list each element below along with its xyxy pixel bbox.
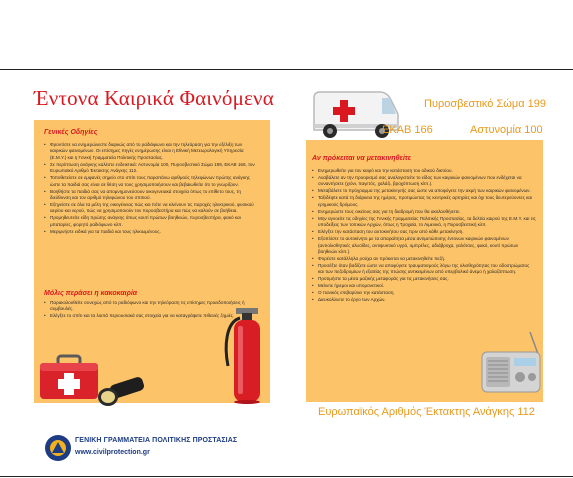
list-item: • Παρακολουθείτε συνεχώς από το ραδιόφωνο και την τηλεόραση τις επίσημες προειδοποιήσεις ή συμβουλές. [44, 300, 260, 313]
list-item: • Βοηθήστε τα παιδιά σας να απομνημονεύσουν οικογενειακά στοιχεία όπως το επίθετο τους, τη διεύθυνση και τον αριθμό τηλεφώνου του σπιτιού. [44, 189, 260, 202]
radio-icon [478, 330, 544, 396]
bottom-rule [0, 476, 573, 477]
list-item: • Ο πανικός επιβαρύνει την κατάσταση. [312, 290, 536, 296]
travel-heading: Αν πρόκειται να μετακινηθείτε [312, 155, 411, 162]
organization-name: ΓΕΝΙΚΗ ΓΡΑΜΜΑΤΕΙΑ ΠΟΛΙΤΙΚΗΣ ΠΡΟΣΤΑΣΙΑΣ [75, 437, 238, 444]
list-item: • Ελέγξτε την κατάσταση του αυτοκινήτου σας πριν από κάθε μετακίνηση. [312, 229, 536, 235]
list-item: • Ενημερωθείτε για τον καιρό και την κατάσταση του οδικού δικτύου. [312, 168, 536, 174]
list-item: • Φορέστε κατάλληλα ρούχα αν πρόκειται να μετακινηθείτε πεζή. [312, 256, 536, 262]
list-item: • Σε περίπτωση ανάγκης καλέστε ενδεικτικά: Αστυνομία 100, Πυροσβεστικό Σώμα 199, ΕΚΑΒ 166, τον Ευρωπαϊκό Αριθμό Έκτακτης Ανάγκης 112. [44, 162, 260, 175]
list-item: • Εξηγείστε σε όλα τα μέλη της οικογένειας πώς και πότε να κλείνουν τις παροχές ηλεκτρικού, φυσικού αερίου και νερού, πώς να χρησιμοποιούν τον πυροσβεστήρα και πώς να καλούν σε βοήθεια. [44, 202, 260, 215]
list-item: • Μείνετε ήρεμοι και υπομονετικοί. [312, 283, 536, 289]
page-title: Έντονα Καιρικά Φαινόμενα [34, 86, 274, 110]
list-item: • Διευκολύνετε το έργο των Αρχών. [312, 297, 536, 303]
civil-protection-logo [44, 434, 72, 462]
list-item: • Ελέγξτε το σπίτι και τα λοιπά περιουσιακά σας στοιχεία για να καταγράψετε πιθανές ζημιές. [44, 313, 260, 319]
general-instructions-heading: Γενικές Οδηγίες [44, 129, 98, 136]
list-item: • Μην αγνοείτε τις οδηγίες της Γενικής Γραμματείας Πολιτικής Προστασίας, τα δελτία καιρού της Ε.Μ.Υ. και τις υποδείξεις των τοπικών Αρχών, όπως η Τροχαία, το Λιμενικό, η Πυροσβεστική κλπ. [312, 216, 536, 229]
first-aid-kit-icon [38, 354, 100, 402]
list-item: • Εξοπλίστε το αυτοκίνητο με τα απαραίτητα μέσα αντιμετώπισης έντονων καιρικών φαινομένων (αντιολισθητικές αλυσίδες, αντιψυκτικό υγρό, ομπρέλες, αδιάβροχα, γαλότσες, φακό, κουτί πρώτων βοηθειών κλπ.). [312, 236, 536, 255]
list-item: • Ενημερώστε τους οικείους σας για τη διαδρομή που θα ακολουθήσετε. [312, 209, 536, 215]
top-rule [0, 69, 573, 70]
list-item: • Προτιμήστε τα μέσα μαζικής μεταφοράς για τις μετακινήσεις σας. [312, 276, 536, 282]
organization-url: www.civilprotection.gr [75, 449, 150, 456]
flashlight-icon [96, 376, 146, 406]
travel-instructions-list [312, 168, 536, 304]
list-item: • Προσέξτε όταν βαδίζετε ώστε να αποφύγετε τραυματισμούς λόγω της ολισθηρότητας του οδοστρώματος και των πεζοδρομίων ή εξαιτίας της πτώσης αντικειμένων από υπερβολικό άνεμο ή χαλαζόπτωση. [312, 263, 536, 276]
list-item: • Αναβάλετε αν την προορισμό σας αναλογιστείτε το είδος των καιρικών φαινομένων που ενδέχεται να συναντήσετε (χιόνι, παγετός, χαλάζι, βροχόπτωση κλπ.). [312, 175, 536, 188]
list-item: • Μεριμνήστε ειδικά για τα παιδιά και τους ηλικιωμένους. [44, 229, 260, 235]
list-item: • Φροντίστε να ενημερώνεστε διαρκώς από το ραδιόφωνο και την τηλεόραση για την εξέλιξη των καιρικών φαινομένων. Οι επίσημες πηγές ενημέρωσης είναι η Εθνική Μετεωρολογική Υπηρεσία (Ε.Μ.Υ.) και η Γενική Γραμματεία Πολιτικής Προστασίας. [44, 142, 260, 161]
list-item: • Τοποθετείστε σε εμφανές σημείο στο σπίτι τους παραπάνω αριθμούς τηλεφώνων πρώτης ανάγκης ώστε τα παιδιά σας είναι σε θέση να τους χρησιμοποιήσουν και βεβαιωθείτε ότι το γνωρίζουν. [44, 175, 260, 188]
list-item: • Ταξιδέψτε κατά τη διάρκεια της ημέρας, προτιμώντας τις κεντρικές αρτηρίες και όχι τους δευτερεύοντες και ερημικούς δρόμους. [312, 195, 536, 208]
police-number: Αστυνομία 100 [470, 124, 543, 136]
fire-department-number: Πυροσβεστικό Σώμα 199 [424, 98, 546, 110]
european-emergency-number: Ευρωπαϊκός Αριθμός Έκτακτης Ανάγκης 112 [318, 406, 535, 418]
list-item: • Μεταβάλετε το πρόγραμμα της μετακίνησής σας ώστε να αποφύγετε την ακμή των καιρικών φαινομένων. [312, 188, 536, 194]
fire-extinguisher-icon [218, 306, 274, 404]
ekab-number: ΕΚΑΒ 166 [382, 124, 433, 136]
list-item: • Προμηθευτείτε είδη πρώτης ανάγκης όπως κουτί πρώτων βοηθειών, πυροσβεστήρα, φακό και μπαταρίες, φορητό ραδιόφωνο κλπ. [44, 215, 260, 228]
after-storm-heading: Μόλις περάσει η κακοκαιρία [44, 290, 138, 297]
general-instructions-list [44, 142, 260, 236]
